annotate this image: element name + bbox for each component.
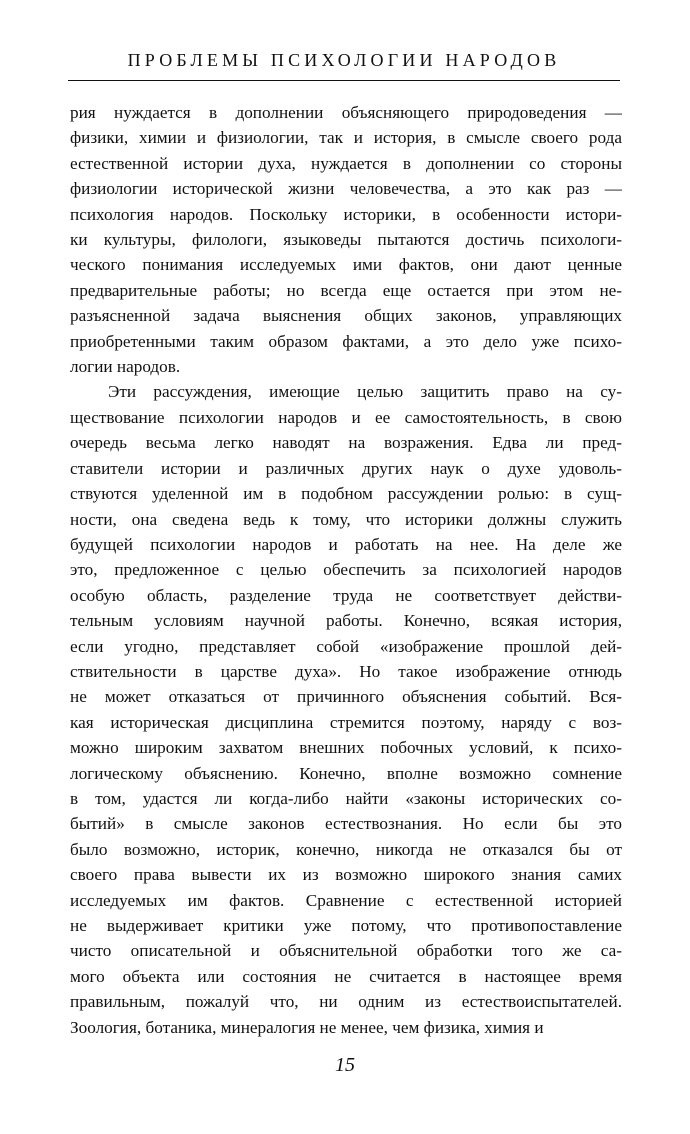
text-line: исследуемых им фактов. Сравнение с естественной историей (70, 890, 622, 910)
text-line: физиологии исторической жизни человечества, а это как раз — (70, 179, 622, 199)
text-line: рия нуждается в дополнении объясняющего природоведения — (70, 103, 622, 122)
text-line: ществование психологии народов и ее самостоятельность, в свою (70, 407, 622, 427)
text-line: было возможно, историк, конечно, никогда не отказался бы от (70, 839, 622, 859)
text-line: ческого понимания исследуемых ими фактов, они дают ценные (70, 255, 622, 275)
text-line: физики, химии и физиологии, так и история, в смысле своего рода (70, 128, 622, 148)
text-line: естественной истории духа, нуждается в дополнении со стороны (70, 153, 622, 173)
text-line: в том, удастся ли когда-либо найти «законы исторических со- (70, 788, 622, 808)
text-line: ки культуры, филологи, языковеды пытаются достичь психологи- (70, 230, 622, 250)
text-line: ставители истории и различных других наук о духе удоволь- (70, 458, 622, 478)
text-line: ности, она сведена ведь к тому, что историки должны служить (70, 509, 622, 529)
header-rule (68, 80, 620, 81)
text-line: это, предложенное с целью обеспечить за психологией народов (70, 560, 622, 580)
body-text (70, 100, 622, 1040)
text-line: мого объекта или состояния не считается в настоящее время (70, 966, 622, 986)
text-line: Зоология, ботаника, минералогия не менее, чем физика, химия и (70, 1017, 544, 1037)
text-line: тельным условиям научной работы. Конечно, всякая история, (70, 611, 622, 631)
page-number: 15 (335, 1054, 355, 1076)
text-line: предварительные работы; но всегда еще остается при этом не- (70, 280, 622, 300)
text-line: правильным, пожалуй что, ни одним из естествоиспытателей. (70, 992, 622, 1012)
text-line: Эти рассуждения, имеющие целью защитить право на су- (108, 382, 622, 402)
text-line: очередь весьма легко наводят на возражения. Едва ли пред- (70, 433, 622, 453)
text-line: ствуются уделенной им в подобном рассуждении ролью: в сущ- (70, 484, 622, 504)
text-line: логии народов. (70, 357, 181, 377)
text-line: разъясненной задача выяснения общих законов, управляющих (70, 306, 622, 326)
text-line: если угодно, представляет собой «изображение прошлой дей- (70, 636, 622, 656)
text-line: не может отказаться от причинного объяснения событий. Вся- (70, 687, 622, 707)
text-line: ствительности в царстве духа». Но такое изображение отнюдь (70, 661, 622, 681)
paragraph (70, 100, 622, 379)
text-line: не выдерживает критики уже потому, что противопоставление (70, 916, 622, 935)
text-line: психология народов. Поскольку историки, в особенности истори- (70, 204, 622, 224)
text-line: особую область, разделение труда не соответствует действи- (70, 585, 622, 605)
text-line: можно широким захватом внешних побочных условий, к психо- (70, 738, 622, 758)
text-line: чисто описательной и объяснительной обработки того же са- (70, 941, 622, 961)
text-line: своего права вывести их из возможно широкого знания самих (70, 865, 622, 885)
text-line: бытий» в смысле законов естествознания. Но если бы это (70, 814, 622, 834)
text-line: приобретенными таким образом фактами, а это дело уже психо- (70, 331, 622, 351)
text-line: логическому объяснению. Конечно, вполне возможно сомнение (70, 763, 622, 783)
paragraph (70, 379, 622, 1040)
text-line: кая историческая дисциплина стремится поэтому, наряду с воз- (70, 712, 622, 732)
text-line: будущей психологии народов и работать на нее. На деле же (70, 534, 622, 554)
running-head: ПРОБЛЕМЫ ПСИХОЛОГИИ НАРОДОВ (127, 50, 561, 70)
